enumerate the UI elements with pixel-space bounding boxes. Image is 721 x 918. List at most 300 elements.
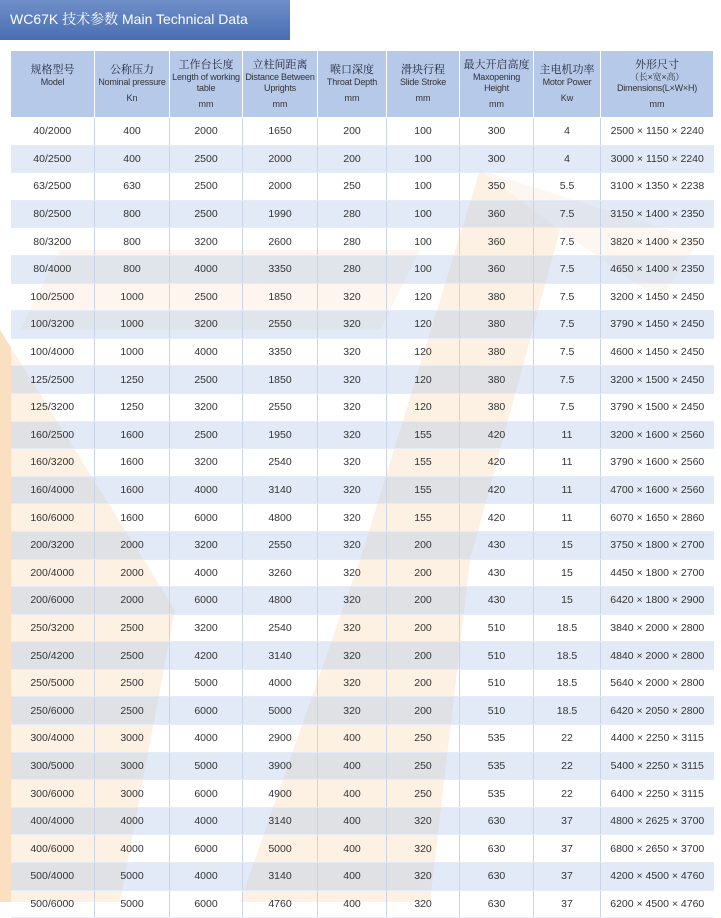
- column-header-en: Throat Depth: [326, 77, 378, 87]
- table-cell: 535: [460, 752, 534, 780]
- table-cell: 6400 × 2250 × 3115: [601, 780, 714, 808]
- column-header-en: Maxopening Height: [472, 71, 521, 93]
- table-cell: 510: [460, 614, 534, 642]
- table-row: [11, 449, 714, 477]
- column-header-unit: mm: [415, 93, 431, 103]
- table-cell: 4000: [243, 669, 318, 697]
- table-cell: 4000: [170, 725, 243, 753]
- table-cell: 18.5: [534, 669, 601, 697]
- table-cell: 7.5: [534, 393, 601, 421]
- table-cell: 535: [460, 725, 534, 753]
- table-cell: 3200: [170, 614, 243, 642]
- table-cell: 2550: [243, 393, 318, 421]
- table-cell: 300: [460, 118, 534, 146]
- table-cell: 1990: [243, 200, 318, 228]
- table-cell: 4: [534, 145, 601, 173]
- table-cell: 2550: [243, 531, 318, 559]
- table-cell: 3000: [95, 780, 170, 808]
- table-cell: 320: [318, 366, 387, 394]
- table-cell: 7.5: [534, 311, 601, 339]
- table-cell: 400: [318, 863, 387, 891]
- table-cell: 250/5000: [11, 669, 95, 697]
- table-cell: 510: [460, 642, 534, 670]
- table-cell: 5000: [95, 890, 170, 918]
- table-cell: 1000: [95, 311, 170, 339]
- column-header: [11, 51, 95, 118]
- table-cell: 2540: [243, 614, 318, 642]
- table-cell: 2500: [95, 697, 170, 725]
- table-cell: 1850: [243, 283, 318, 311]
- table-row: [11, 669, 714, 697]
- table-row: [11, 338, 714, 366]
- table-cell: 4800: [243, 504, 318, 532]
- table-cell: 360: [460, 200, 534, 228]
- table-cell: 125/3200: [11, 393, 95, 421]
- table-cell: 2500: [170, 421, 243, 449]
- table-cell: 155: [387, 476, 460, 504]
- table-cell: 200: [387, 531, 460, 559]
- table-cell: 5.5: [534, 173, 601, 201]
- table-cell: 2540: [243, 449, 318, 477]
- table-cell: 4800: [243, 587, 318, 615]
- table-cell: 380: [460, 393, 534, 421]
- table-cell: 7.5: [534, 283, 601, 311]
- column-header-en: Model: [40, 77, 65, 87]
- table-cell: 320: [318, 504, 387, 532]
- table-cell: 2500: [170, 145, 243, 173]
- table-row: [11, 311, 714, 339]
- column-header-unit: Kn: [126, 93, 138, 103]
- table-cell: 18.5: [534, 614, 601, 642]
- table-cell: 420: [460, 504, 534, 532]
- table-row: [11, 835, 714, 863]
- table-cell: 400: [318, 752, 387, 780]
- column-header: [460, 51, 534, 118]
- table-cell: 22: [534, 780, 601, 808]
- table-row: [11, 173, 714, 201]
- table-cell: 120: [387, 283, 460, 311]
- table-cell: 120: [387, 338, 460, 366]
- table-cell: 320: [318, 531, 387, 559]
- table-row: [11, 366, 714, 394]
- table-row: [11, 587, 714, 615]
- table-cell: 1250: [95, 366, 170, 394]
- column-header-cn: 外形尺寸: [635, 58, 679, 71]
- table-cell: 15: [534, 587, 601, 615]
- table-header-row: [11, 51, 714, 118]
- table-cell: 100: [387, 255, 460, 283]
- table-cell: 4900: [243, 780, 318, 808]
- table-cell: 500/6000: [11, 890, 95, 918]
- table-cell: 400: [318, 725, 387, 753]
- technical-data-table: [10, 50, 714, 918]
- table-row: [11, 697, 714, 725]
- table-row: [11, 421, 714, 449]
- table-row: [11, 890, 714, 918]
- table-cell: 80/2500: [11, 200, 95, 228]
- table-cell: 320: [387, 807, 460, 835]
- table-cell: 4450 × 1800 × 2700: [601, 559, 714, 587]
- column-header-en: Distance Between Uprights: [245, 71, 315, 93]
- table-cell: 320: [318, 669, 387, 697]
- table-cell: 2500: [170, 200, 243, 228]
- table-cell: 1250: [95, 393, 170, 421]
- table-cell: 3100 × 1350 × 2238: [601, 173, 714, 201]
- column-header: [243, 51, 318, 118]
- table-cell: 100: [387, 145, 460, 173]
- table-cell: 6000: [170, 587, 243, 615]
- table-cell: 1600: [95, 449, 170, 477]
- table-cell: 200/6000: [11, 587, 95, 615]
- table-cell: 3750 × 1800 × 2700: [601, 531, 714, 559]
- table-cell: 380: [460, 311, 534, 339]
- table-cell: 200: [387, 587, 460, 615]
- table-cell: 2500: [170, 366, 243, 394]
- table-cell: 630: [460, 807, 534, 835]
- table-cell: 420: [460, 449, 534, 477]
- table-row: [11, 200, 714, 228]
- table-row: [11, 476, 714, 504]
- table-cell: 11: [534, 476, 601, 504]
- table-cell: 3200: [170, 393, 243, 421]
- table-cell: 320: [318, 283, 387, 311]
- table-cell: 3150 × 1400 × 2350: [601, 200, 714, 228]
- column-header-cn: 主电机功率: [539, 64, 595, 76]
- table-cell: 1850: [243, 366, 318, 394]
- table-cell: 3140: [243, 863, 318, 891]
- table-cell: 2000: [170, 118, 243, 146]
- table-cell: 11: [534, 504, 601, 532]
- table-cell: 3000: [95, 752, 170, 780]
- table-cell: 510: [460, 697, 534, 725]
- table-cell: 350: [460, 173, 534, 201]
- table-cell: 4760: [243, 890, 318, 918]
- table-cell: 5000: [170, 669, 243, 697]
- table-cell: 4000: [170, 807, 243, 835]
- table-cell: 5000: [243, 835, 318, 863]
- table-row: [11, 642, 714, 670]
- column-header-cn: 立柱间距离: [252, 58, 308, 71]
- table-cell: 6800 × 2650 × 3700: [601, 835, 714, 863]
- table-cell: 200/3200: [11, 531, 95, 559]
- table-cell: 280: [318, 228, 387, 256]
- table-cell: 6070 × 1650 × 2860: [601, 504, 714, 532]
- table-cell: 4400 × 2250 × 3115: [601, 725, 714, 753]
- table-cell: 800: [95, 228, 170, 256]
- table-row: [11, 531, 714, 559]
- table-cell: 300/6000: [11, 780, 95, 808]
- table-cell: 400: [318, 835, 387, 863]
- table-cell: 1650: [243, 118, 318, 146]
- table-row: [11, 807, 714, 835]
- table-cell: 250/4200: [11, 642, 95, 670]
- table-cell: 160/3200: [11, 449, 95, 477]
- table-cell: 120: [387, 366, 460, 394]
- table-cell: 3350: [243, 255, 318, 283]
- table-cell: 3790 × 1600 × 2560: [601, 449, 714, 477]
- table-cell: 4800 × 2625 × 3700: [601, 807, 714, 835]
- column-header-cn: 喉口深度: [330, 64, 374, 76]
- table-cell: 510: [460, 669, 534, 697]
- table-row: [11, 255, 714, 283]
- table-cell: 100: [387, 200, 460, 228]
- column-header-unit: mm: [198, 98, 214, 109]
- table-cell: 37: [534, 890, 601, 918]
- table-cell: 5400 × 2250 × 3115: [601, 752, 714, 780]
- table-cell: 320: [318, 587, 387, 615]
- table-cell: 7.5: [534, 200, 601, 228]
- table-cell: 11: [534, 421, 601, 449]
- table-cell: 360: [460, 255, 534, 283]
- table-cell: 4000: [95, 807, 170, 835]
- table-cell: 3820 × 1400 × 2350: [601, 228, 714, 256]
- table-cell: 22: [534, 725, 601, 753]
- table-cell: 1600: [95, 504, 170, 532]
- table-cell: 3000 × 1150 × 2240: [601, 145, 714, 173]
- table-cell: 400: [95, 145, 170, 173]
- table-cell: 320: [318, 697, 387, 725]
- table-cell: 15: [534, 559, 601, 587]
- table-cell: 4000: [170, 255, 243, 283]
- table-cell: 400: [318, 807, 387, 835]
- table-cell: 5000: [95, 863, 170, 891]
- table-cell: 3790 × 1450 × 2450: [601, 311, 714, 339]
- table-cell: 320: [318, 476, 387, 504]
- table-cell: 155: [387, 421, 460, 449]
- table-cell: 3200 × 1500 × 2450: [601, 366, 714, 394]
- table-cell: 250: [318, 173, 387, 201]
- table-row: [11, 393, 714, 421]
- table-cell: 800: [95, 255, 170, 283]
- table-cell: 3200: [170, 531, 243, 559]
- table-cell: 6000: [170, 835, 243, 863]
- table-cell: 7.5: [534, 366, 601, 394]
- table-cell: 6200 × 4500 × 4760: [601, 890, 714, 918]
- column-header-cn: 滑块行程: [401, 64, 445, 76]
- column-header-en: Slide Stroke: [399, 77, 447, 87]
- table-cell: 100: [387, 228, 460, 256]
- table-cell: 400: [318, 780, 387, 808]
- table-cell: 535: [460, 780, 534, 808]
- table-cell: 3790 × 1500 × 2450: [601, 393, 714, 421]
- column-header-en: Length of working table: [172, 71, 240, 93]
- table-cell: 63/2500: [11, 173, 95, 201]
- table-cell: 380: [460, 283, 534, 311]
- table-cell: 200: [318, 118, 387, 146]
- table-cell: 500/4000: [11, 863, 95, 891]
- table-cell: 280: [318, 200, 387, 228]
- table-row: [11, 863, 714, 891]
- table-cell: 22: [534, 752, 601, 780]
- table-cell: 4200 × 4500 × 4760: [601, 863, 714, 891]
- table-cell: 430: [460, 531, 534, 559]
- table-cell: 630: [460, 863, 534, 891]
- table-cell: 3140: [243, 642, 318, 670]
- table-cell: 120: [387, 393, 460, 421]
- table-cell: 320: [318, 449, 387, 477]
- table-cell: 630: [460, 835, 534, 863]
- table-cell: 100/3200: [11, 311, 95, 339]
- table-cell: 37: [534, 807, 601, 835]
- table-cell: 80/4000: [11, 255, 95, 283]
- table-cell: 11: [534, 449, 601, 477]
- column-header: [601, 51, 714, 118]
- table-cell: 320: [318, 338, 387, 366]
- table-cell: 1000: [95, 338, 170, 366]
- table-cell: 3140: [243, 476, 318, 504]
- table-cell: 1600: [95, 421, 170, 449]
- page-title: WC67K 技术参数 Main Technical Data: [0, 0, 290, 40]
- table-cell: 120: [387, 311, 460, 339]
- table-cell: 4200: [170, 642, 243, 670]
- table-cell: 40/2000: [11, 118, 95, 146]
- column-header-en: Nominal pressure: [98, 77, 166, 87]
- table-cell: 4000: [170, 338, 243, 366]
- table-cell: 15: [534, 531, 601, 559]
- table-cell: 3200 × 1600 × 2560: [601, 421, 714, 449]
- table-cell: 5640 × 2000 × 2800: [601, 669, 714, 697]
- table-cell: 200: [387, 642, 460, 670]
- table-cell: 430: [460, 559, 534, 587]
- column-header-unit: mm: [649, 98, 665, 109]
- table-cell: 6000: [170, 504, 243, 532]
- table-cell: 2500: [95, 669, 170, 697]
- table-cell: 6000: [170, 890, 243, 918]
- table-cell: 400/6000: [11, 835, 95, 863]
- table-cell: 300: [460, 145, 534, 173]
- table-cell: 4700 × 1600 × 2560: [601, 476, 714, 504]
- table-cell: 320: [387, 835, 460, 863]
- table-cell: 320: [318, 311, 387, 339]
- table-cell: 100: [387, 173, 460, 201]
- table-cell: 6420 × 2050 × 2800: [601, 697, 714, 725]
- column-header-cn: 工作台长度: [178, 58, 234, 71]
- table-cell: 5000: [170, 752, 243, 780]
- table-cell: 380: [460, 338, 534, 366]
- table-row: [11, 283, 714, 311]
- table-cell: 200: [387, 559, 460, 587]
- table-cell: 6000: [170, 780, 243, 808]
- table-cell: 1600: [95, 476, 170, 504]
- table-cell: 320: [318, 421, 387, 449]
- table-cell: 300/4000: [11, 725, 95, 753]
- table-row: [11, 752, 714, 780]
- table-cell: 4840 × 2000 × 2800: [601, 642, 714, 670]
- table-cell: 2600: [243, 228, 318, 256]
- table-cell: 360: [460, 228, 534, 256]
- table-cell: 400: [318, 890, 387, 918]
- table-cell: 200: [387, 614, 460, 642]
- table-cell: 4: [534, 118, 601, 146]
- table-cell: 4000: [95, 835, 170, 863]
- column-header: [318, 51, 387, 118]
- table-cell: 4000: [170, 863, 243, 891]
- column-header-cn: 规格型号: [30, 64, 75, 76]
- table-cell: 18.5: [534, 697, 601, 725]
- column-header: [95, 51, 170, 118]
- table-cell: 320: [318, 614, 387, 642]
- table-cell: 800: [95, 200, 170, 228]
- table-cell: 3350: [243, 338, 318, 366]
- table-cell: 1000: [95, 283, 170, 311]
- table-cell: 2900: [243, 725, 318, 753]
- table-cell: 400/4000: [11, 807, 95, 835]
- table-cell: 320: [387, 890, 460, 918]
- table-cell: 2000: [95, 559, 170, 587]
- table-cell: 320: [318, 393, 387, 421]
- table-cell: 280: [318, 255, 387, 283]
- table-cell: 4650 × 1400 × 2350: [601, 255, 714, 283]
- table-cell: 2000: [243, 145, 318, 173]
- table-cell: 250: [387, 725, 460, 753]
- table-cell: 4600 × 1450 × 2450: [601, 338, 714, 366]
- table-row: [11, 145, 714, 173]
- table-row: [11, 614, 714, 642]
- table-cell: 3840 × 2000 × 2800: [601, 614, 714, 642]
- table-cell: 400: [95, 118, 170, 146]
- table-cell: 125/2500: [11, 366, 95, 394]
- table-cell: 3260: [243, 559, 318, 587]
- table-body: [11, 118, 714, 918]
- column-header-unit: Kw: [560, 93, 574, 103]
- table-cell: 3140: [243, 807, 318, 835]
- table-cell: 2500: [170, 173, 243, 201]
- table-cell: 7.5: [534, 228, 601, 256]
- table-cell: 380: [460, 366, 534, 394]
- column-header-unit: [11, 91, 94, 105]
- table-cell: 100/4000: [11, 338, 95, 366]
- column-header-unit: mm: [344, 93, 360, 103]
- table-row: [11, 559, 714, 587]
- table-cell: 3200: [170, 449, 243, 477]
- table-cell: 18.5: [534, 642, 601, 670]
- table-cell: 37: [534, 835, 601, 863]
- table-cell: 1950: [243, 421, 318, 449]
- table-cell: 3200 × 1450 × 2450: [601, 283, 714, 311]
- column-header-unit: mm: [272, 98, 288, 109]
- table-cell: 155: [387, 449, 460, 477]
- table-row: [11, 504, 714, 532]
- table-cell: 3900: [243, 752, 318, 780]
- table-cell: 160/2500: [11, 421, 95, 449]
- table-cell: 630: [460, 890, 534, 918]
- table-cell: 2500: [95, 642, 170, 670]
- table-cell: 40/2500: [11, 145, 95, 173]
- table-row: [11, 228, 714, 256]
- table-cell: 2000: [95, 587, 170, 615]
- column-header-cn: 公称压力: [110, 64, 154, 76]
- table-cell: 200: [318, 145, 387, 173]
- table-cell: 7.5: [534, 255, 601, 283]
- table-row: [11, 780, 714, 808]
- table-cell: 320: [318, 642, 387, 670]
- table-cell: 200/4000: [11, 559, 95, 587]
- column-header: [534, 51, 601, 118]
- table-cell: 250/3200: [11, 614, 95, 642]
- column-header: [387, 51, 460, 118]
- table-cell: 200: [387, 697, 460, 725]
- table-cell: 430: [460, 587, 534, 615]
- table-cell: 2000: [243, 173, 318, 201]
- table-cell: 320: [318, 559, 387, 587]
- table-cell: 2550: [243, 311, 318, 339]
- table-cell: 37: [534, 863, 601, 891]
- column-header: [170, 51, 243, 118]
- table-cell: 7.5: [534, 338, 601, 366]
- table-cell: 160/6000: [11, 504, 95, 532]
- table-row: [11, 118, 714, 146]
- table-cell: 3200: [170, 311, 243, 339]
